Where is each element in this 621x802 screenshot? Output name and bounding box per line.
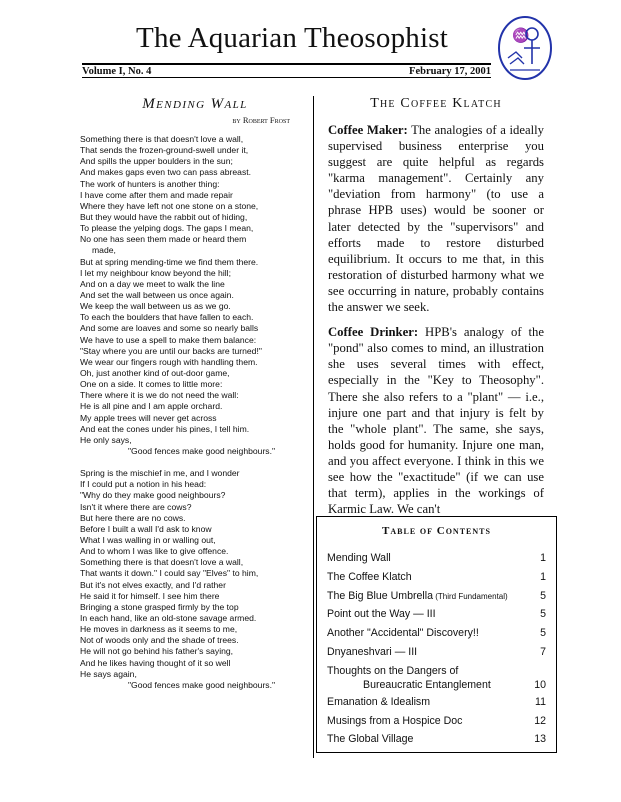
poem-line: "Good fences make good neighbours." [128,679,276,690]
poem-line: And spills the upper boulders in the sun; [80,156,233,167]
toc-entry[interactable] [317,695,556,714]
poem-line: He said it for himself. I see him there [80,590,220,601]
poem-line: He moves in darkness as it seems to me, [80,624,238,635]
poem-line: That sends the frozen-ground-swell under it, [80,145,249,156]
poem-line: One on a side. It comes to little more: [80,379,223,390]
toc-entry-title: Emanation & Idealism [327,695,431,708]
poem-line: Spring is the mischief in me, and I wonder [80,468,240,479]
poem-line: My apple trees will never get across [80,412,217,423]
poem-line: But at spring mending-time we find them there. [80,256,259,267]
toc-entry[interactable] [317,732,556,751]
poem-line: He will not go behind his father's saying, [80,646,234,657]
poem-line: Where they have left not one stone on a stone, [80,200,259,211]
masthead-rule-top [82,63,491,65]
poem-line: To please the yelping dogs. The gaps I mean, [80,223,254,234]
toc-entry-title: Mending Wall [327,552,391,564]
toc-entry[interactable] [317,607,556,626]
poem-line: There where it is we do not need the wall: [80,390,239,401]
poem-line: No one has seen them made or heard them [80,234,247,245]
toc-page-number: 5 [540,627,546,640]
poem-line: I have come after them and made repair [80,189,233,200]
klatch-body [328,122,544,526]
speaker-label: Coffee Maker: [328,123,408,137]
toc-entry[interactable] [317,626,556,645]
poem-line: And eat the cones under his pines, I tell him. [80,423,250,434]
poem-line: Something there is that doesn't love a wall, [80,134,244,144]
poem-line: Not of woods only and the shade of trees. [80,635,239,646]
toc-entry-title: Point out the Way — III [327,608,436,621]
toc-page-number: 1 [540,552,546,564]
poem-line: And some are loaves and some so nearly balls [80,323,259,334]
toc-entry[interactable] [317,589,556,608]
poem-line: If I could put a notion in his head: [80,479,207,490]
poem-line: But it's not elves exactly, and I'd rather [80,579,226,590]
toc-entry-title: Dnyaneshvari — III [327,645,418,658]
toc-page-number: 7 [540,645,546,658]
poem-line: But they would have the rabbit out of hiding, [80,211,248,222]
toc-entry-title: Musings from a Hospice Doc [327,714,463,727]
toc-entry[interactable] [317,645,556,664]
poem-line: Oh, just another kind of out-door game, [80,367,230,378]
masthead-title: The Aquarian Theosophist [136,22,448,54]
poem-line: The work of hunters is another thing: [80,178,220,189]
dialogue-text: HPB's analogy of the "pond" also comes to mind, an illustration she uses several times with effect, especially in the "Key to Theosophy". There she also refers to a "plant" — i.e., injure one part and that injury is felt by the "whole plant". The same, she says, holds good for humanity. Injure one man, and you affect everyone. I think in this we see how the "exactitude" (if we can use that term), applies in the workings of Karmic Law. We can't [328,325,545,517]
toc-title: Table of Contents [382,525,491,537]
poem-line: But here there are no cows. [80,512,186,523]
poem-line: And to whom I was like to give offence. [80,546,229,557]
toc-page-number: 10 [534,678,546,691]
toc-page-number: 11 [535,695,546,708]
toc-entry[interactable] [317,570,556,589]
poem-line: We keep the wall between us as we go. [80,301,231,312]
poem-line: He says again, [80,668,137,679]
poem-line: "Good fences make good neighbours." [128,445,276,456]
poem-line: What I was walling in or walling out, [80,535,216,546]
volume-label: Volume I, No. 4 [82,66,152,77]
dialogue-text: The analogies of a ideally supervised business enterprise you suggest are quite helpful as regards "karma management". Certainly any "deviation from harmony" (to use a phrase HPB uses) would be sooner or later detected by the "supervisors" and efforts made to restore disturbed equilibrium. It occurs to me that, in this restoration of disturbed harmony what we see occurring in nature, probably contains the answer we seek. [328,123,544,315]
klatch-title: The Coffee Klatch [370,96,502,111]
toc-entry-title-continued: Bureaucratic Entanglement [363,678,491,691]
toc-entry-title: Another "Accidental" Discovery!! [327,627,479,640]
poem-line: Something there is that doesn't love a wall, [80,557,244,568]
stanza-break [80,457,310,468]
poem-line: That wants it down." I could say "Elves" to him, [80,568,259,579]
issue-date: February 17, 2001 [409,66,491,77]
dialogue-paragraph [328,122,544,315]
poem-line: We wear our fingers rough with handling them. [80,356,258,367]
toc-entry-title: The Global Village [327,733,414,746]
poem-line: Before I built a wall I'd ask to know [80,523,212,534]
poem-line: And makes gaps even two can pass abreast. [80,167,252,178]
poem-line: To each the boulders that have fallen to each. [80,312,254,323]
toc-entry[interactable] [317,664,556,695]
poem-line: He only says, [80,434,132,445]
toc-entry-title: The Coffee Klatch [327,570,412,583]
poem-line: Isn't it where there are cows? [80,501,192,512]
poem-line: "Stay where you are until our backs are turned!" [80,345,262,356]
aquarius-logo-icon [496,14,554,82]
toc-entry-title: The Big Blue Umbrella [327,589,433,602]
toc-page-number: 12 [534,714,546,727]
poem-line: And he likes having thought of it so well [80,657,231,668]
toc-entry[interactable] [317,551,556,570]
dialogue-paragraph [328,324,544,517]
column-divider [313,96,314,758]
poem-body [80,134,310,691]
toc-page-number: 1 [540,570,546,583]
poem-line: "Why do they make good neighbours? [80,490,226,501]
speaker-label: Coffee Drinker: [328,325,419,340]
toc-page-number: 5 [540,589,546,602]
poem-author: by Robert Frost [232,115,290,125]
masthead-rule-bottom [82,77,491,78]
toc-entry-title: Thoughts on the Dangers of [327,664,459,677]
poem-line: made, [92,245,116,256]
poem-line: In each hand, like an old-stone savage armed. [80,613,257,624]
table-of-contents [316,516,557,753]
toc-entry-subtitle: (Third Fundamental) [432,591,508,601]
poem-line: I let my neighbour know beyond the hill; [80,267,231,278]
toc-entry[interactable] [317,714,556,733]
poem-line: And on a day we meet to walk the line [80,278,225,289]
poem-line: Bringing a stone grasped firmly by the top [80,601,239,612]
svg-text:♒: ♒ [512,28,530,44]
poem-line: And set the wall between us once again. [80,289,234,300]
poem-title: Mending Wall [142,96,248,112]
toc-page-number: 13 [534,733,546,746]
toc-page-number: 5 [540,608,546,621]
poem-line: We have to use a spell to make them balance: [80,334,257,345]
poem-line: He is all pine and I am apple orchard. [80,401,223,412]
